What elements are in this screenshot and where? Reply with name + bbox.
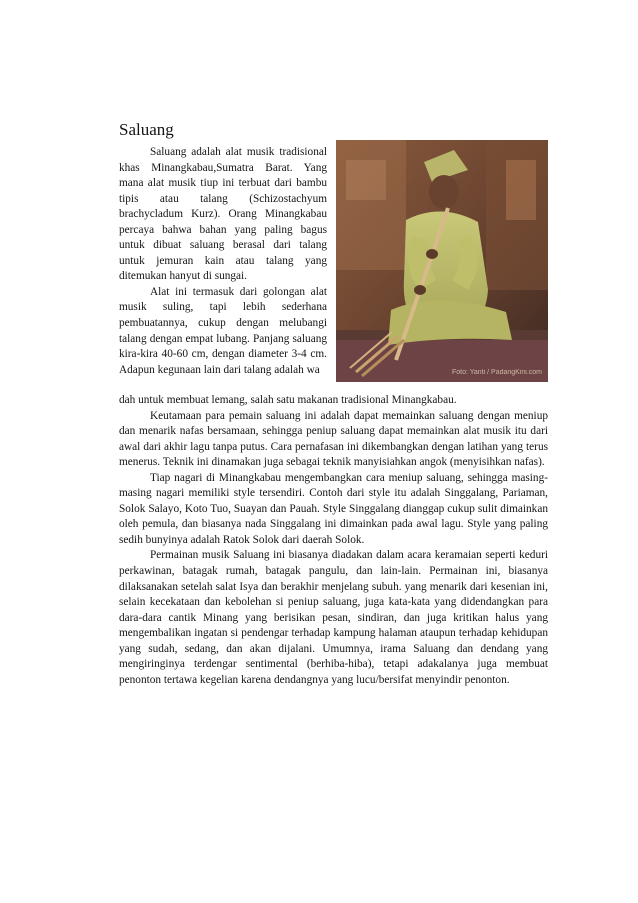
photo-credit: Foto: Yanti / PadangKini.com <box>451 369 542 376</box>
paragraph-construction: Alat ini termasuk dari golongan alat musik suling, tapi lebih sederhana pembuatannya, cukup dengan melubangi talang dengan empat lubang. Panjang saluang kira-kira 40-60 cm, dengan diameter 3-4 cm. Adapun kegunaan lain dari talang adalah wa <box>119 285 327 376</box>
paragraph-intro: Saluang adalah alat musik tradisional khas Minangkabau,Sumatra Barat. Yang mana alat musik tiup ini terbuat dari bambu tipis atau talang (Schizostachyum brachycladum Kurz). Orang Minangkabau percaya bahwa bahan yang paling bagus untuk dibuat saluang berasal dari talang untuk jemuran kain atau talang yang ditemukan hanyut di sungai. <box>119 146 327 283</box>
paragraph-styles: Tiap nagari di Minangkabau mengembangkan cara meniup saluang, sehingga masing-masing nagari memiliki style tersendiri. Contoh dari style itu adalah Singgalang, Pariaman, Solok Salayo, Koto Tuo, Suayan dan Pauah. Style Singgalang dianggap cukup sulit dimainkan oleh pemula, dan biasanya nada Singgalang ini dimainkan pada awal lagu. Style yang paling sedih bunyinya adalah Ratok Solok dari daerah Solok. <box>119 471 548 546</box>
paragraph-breathing: Keutamaan para pemain saluang ini adalah dapat memainkan saluang dengan meniup dan menarik nafas bersamaan, sehingga peniup saluang dapat memainkan alat musik itu dari awal dari akhir lagu tanpa putus. Cara pernafasan ini dikembangkan dengan latihan yang terus menerus. Teknik ini dinamakan juga sebagai teknik manyisiahkan angok (menyisihkan nafas). <box>119 409 548 469</box>
photo-illustration <box>336 140 548 382</box>
page-title: Saluang <box>119 120 174 139</box>
paragraph-continuation: dah untuk membuat lemang, salah satu makanan tradisional Minangkabau. <box>119 394 457 406</box>
main-column <box>119 393 548 688</box>
intro-column <box>119 145 327 378</box>
saluang-player-photo <box>336 140 548 382</box>
paragraph-performance: Permainan musik Saluang ini biasanya diadakan dalam acara keramaian seperti keduri perkawinan, batagak rumah, batagak pangulu, dan lain-lain. Permainan ini, biasanya dilaksanakan setelah salat Isya dan berakhir menjelang subuh. yang menarik dari kesenian ini, selain kecekataan dan kebolehan si peniup saluang, juga kata-kata yang didendangkan para dara-dara cantik Minang yang berisikan pesan, sindiran, dan juga kritikan halus yang mengembalikan ingatan si pendengar terhadap kampung halaman ataupun terhadap kehidupan yang sudah, sedang, dan akan dijalani. Umumnya, irama Saluang dan dendang yang mengiringinya terdengar sentimental (berhiba-hiba), tetapi adakalanya juga membuat penonton tertawa kegelian karena dendangnya yang lucu/bersifat menyindir penonton. <box>119 549 548 686</box>
